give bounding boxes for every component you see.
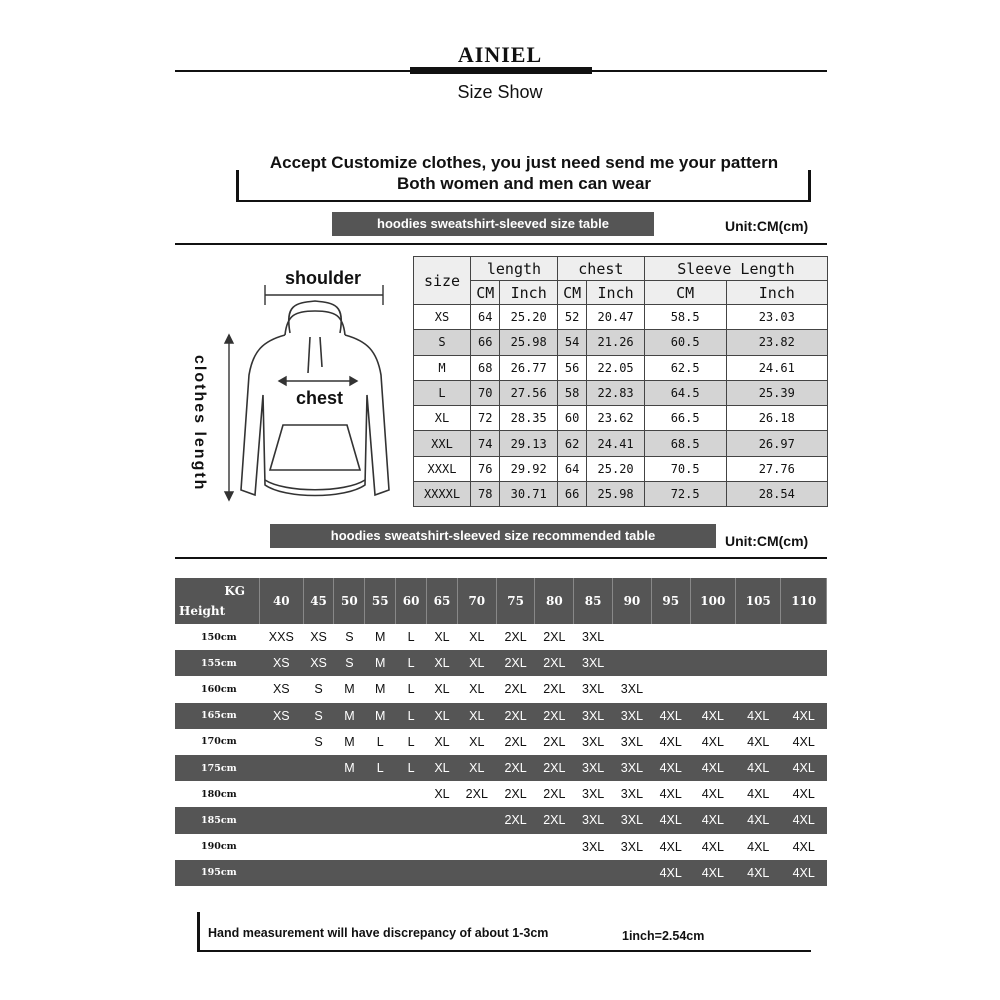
recommended-size-cell: 4XL — [651, 807, 690, 833]
recommended-size-cell: XL — [457, 703, 496, 729]
kg-height-corner — [175, 578, 260, 624]
size-row — [414, 355, 828, 380]
measurement-cell: 70 — [471, 380, 500, 405]
recommended-size-cell — [365, 781, 396, 807]
measurement-cell: 70.5 — [644, 456, 726, 481]
recommended-size-cell: L — [407, 630, 415, 645]
recommended-size-cell: 4XL — [651, 703, 690, 729]
measurement-cell: 62 — [557, 431, 586, 456]
recommended-size-cell: S — [334, 650, 365, 676]
size-row — [414, 330, 828, 355]
measurement-cell: 60 — [557, 406, 586, 431]
measurement-cell: 60.5 — [644, 330, 726, 355]
recommended-size-cell — [613, 624, 652, 650]
recommended-size-cell: XL — [457, 650, 496, 676]
kg-label: KG — [224, 584, 245, 598]
measurement-cell: 56 — [557, 355, 586, 380]
recommended-size-cell: 2XL — [543, 630, 566, 645]
measurement-cell: 29.13 — [500, 431, 557, 456]
height-cell: 150cm — [201, 631, 237, 643]
recommended-size-cell: S — [314, 682, 323, 697]
recommended-size-cell: 3XL — [613, 755, 652, 781]
measurement-cell: 72 — [471, 406, 500, 431]
recommended-size-cell: L — [407, 682, 415, 697]
recommended-size-cell: XS — [260, 703, 304, 729]
size-cell: L — [414, 380, 471, 405]
recommended-size-cell: 4XL — [701, 839, 724, 854]
recommended-size-cell — [334, 834, 365, 860]
weight-header: 90 — [613, 578, 652, 624]
recommended-size-cell: 4XL — [736, 860, 781, 886]
height-cell: 155cm — [175, 650, 260, 676]
recommended-size-cell: M — [365, 703, 396, 729]
recommended-size-cell: 3XL — [582, 839, 605, 854]
recommended-size-cell: XL — [434, 682, 450, 697]
size-cell: XXXXL — [414, 482, 471, 507]
recommended-size-cell: 4XL — [701, 734, 724, 749]
weight-header: 55 — [365, 578, 396, 624]
measurement-cell: 24.41 — [587, 431, 644, 456]
measurement-cell: 26.77 — [500, 355, 557, 380]
recommended-size-cell: 2XL — [543, 682, 566, 697]
recommended-size-cell — [396, 834, 427, 860]
measurement-note: Hand measurement will have discrepancy of about 1-3cm — [208, 926, 549, 940]
unit-header: CM — [471, 281, 500, 305]
recommended-size-cell — [303, 781, 334, 807]
recommended-size-cell — [736, 676, 781, 702]
recommended-size-cell — [651, 650, 690, 676]
unit-header: CM — [557, 281, 586, 305]
recommended-size-cell: 3XL — [613, 703, 652, 729]
recommended-size-cell: 2XL — [504, 630, 527, 645]
height-cell: 170cm — [201, 736, 237, 748]
recommended-size-cell: 3XL — [620, 839, 644, 854]
recommended-size-cell — [781, 676, 827, 702]
recommended-size-cell: 3XL — [620, 787, 644, 802]
measurement-cell: 66.5 — [644, 406, 726, 431]
size-row — [414, 431, 828, 456]
size-row — [414, 305, 828, 330]
recommended-size-cell: 4XL — [781, 807, 827, 833]
chest-group-header: chest — [557, 257, 644, 281]
measurement-cell: 76 — [471, 456, 500, 481]
recommended-size-cell: 4XL — [736, 755, 781, 781]
height-row — [175, 624, 827, 650]
section-rule-1 — [175, 243, 827, 245]
recommended-size-cell — [365, 834, 396, 860]
measurement-cell: 30.71 — [500, 482, 557, 507]
weight-header: 40 — [260, 578, 304, 624]
recommended-size-cell: S — [303, 703, 334, 729]
measurement-cell: 27.76 — [726, 456, 828, 481]
recommended-size-cell: M — [334, 703, 365, 729]
size-table-unit-row — [414, 281, 828, 305]
recommended-size-cell: 2XL — [535, 755, 574, 781]
recommended-size-cell: 2XL — [504, 734, 527, 749]
recommendation-table — [175, 578, 827, 886]
recommended-size-cell — [260, 834, 304, 860]
weight-header: 85 — [574, 578, 613, 624]
height-row — [175, 676, 827, 702]
recommended-size-cell: 3XL — [574, 650, 613, 676]
size-cell: XXXL — [414, 456, 471, 481]
recommended-size-cell: S — [314, 734, 323, 749]
recommended-size-cell: 2XL — [496, 755, 535, 781]
footer-bracket-left — [197, 912, 200, 952]
recommended-size-cell: 4XL — [747, 787, 770, 802]
height-cell: 185cm — [175, 807, 260, 833]
recommended-size-cell — [736, 624, 781, 650]
chest-label: chest — [296, 388, 344, 408]
recommended-size-cell — [260, 729, 304, 755]
recommended-size-cell: 4XL — [659, 734, 682, 749]
measurement-cell: 25.20 — [587, 456, 644, 481]
weight-header: 60 — [396, 578, 427, 624]
recommended-size-cell: 3XL — [620, 734, 644, 749]
recommended-size-cell: XL — [427, 703, 458, 729]
recommended-size-cell: L — [396, 755, 427, 781]
measurement-cell: 28.35 — [500, 406, 557, 431]
recommended-size-cell: 4XL — [781, 755, 827, 781]
size-table-title: hoodies sweatshirt-sleeved size table — [332, 212, 654, 236]
recommended-size-cell: 2XL — [543, 734, 566, 749]
recommended-size-cell — [496, 860, 535, 886]
weight-header: 100 — [690, 578, 735, 624]
unit-header: Inch — [500, 281, 557, 305]
measurement-cell: 74 — [471, 431, 500, 456]
measurement-cell: 28.54 — [726, 482, 828, 507]
height-row — [175, 755, 827, 781]
notice-text — [236, 152, 812, 194]
height-row — [175, 834, 827, 860]
rec-table-title: hoodies sweatshirt-sleeved size recommended table — [270, 524, 716, 548]
recommended-size-cell — [365, 807, 396, 833]
recommended-size-cell — [651, 676, 690, 702]
measurement-cell: 64 — [471, 305, 500, 330]
size-table — [413, 256, 828, 507]
recommended-size-cell: M — [344, 734, 355, 749]
recommended-size-cell: 4XL — [690, 807, 735, 833]
height-row — [175, 703, 827, 729]
recommended-size-cell: 4XL — [651, 755, 690, 781]
recommended-size-cell — [334, 807, 365, 833]
recommended-size-cell — [334, 860, 365, 886]
recommended-size-cell — [736, 650, 781, 676]
recommended-size-cell — [457, 807, 496, 833]
recommended-size-cell: XL — [434, 734, 450, 749]
recommended-size-cell — [303, 755, 334, 781]
measurement-cell: 78 — [471, 482, 500, 507]
recommended-size-cell — [690, 624, 735, 650]
height-cell: 180cm — [201, 788, 237, 800]
size-cell: XL — [414, 406, 471, 431]
recommended-size-cell: 3XL — [613, 807, 652, 833]
recommended-size-cell — [613, 650, 652, 676]
measurement-cell: 66 — [557, 482, 586, 507]
recommended-size-cell — [535, 860, 574, 886]
recommended-size-cell: 2XL — [543, 787, 566, 802]
hoodie-illustration — [215, 255, 415, 515]
recommended-size-cell: M — [344, 682, 355, 697]
measurement-cell: 27.56 — [500, 380, 557, 405]
recommended-size-cell: XL — [427, 755, 458, 781]
recommended-size-cell — [781, 650, 827, 676]
recommended-size-cell: 4XL — [651, 860, 690, 886]
recommended-size-cell: 2XL — [504, 682, 527, 697]
recommended-size-cell: 2XL — [465, 787, 488, 802]
recommended-size-cell: L — [376, 734, 384, 749]
notice-line-1: Accept Customize clothes, you just need send me your pattern — [269, 153, 779, 172]
recommended-size-cell: 4XL — [659, 839, 682, 854]
sleeve-group-header: Sleeve Length — [644, 257, 827, 281]
recommended-size-cell — [574, 860, 613, 886]
size-cell: M — [414, 355, 471, 380]
weight-header: 95 — [651, 578, 690, 624]
measurement-cell: 52 — [557, 305, 586, 330]
recommended-size-cell: XL — [434, 630, 450, 645]
recommended-size-cell: 3XL — [582, 630, 605, 645]
weight-header: 50 — [334, 578, 365, 624]
recommended-size-cell: 3XL — [582, 787, 605, 802]
header-rule-thick — [410, 67, 592, 74]
weight-header: 75 — [496, 578, 535, 624]
measurement-cell: 25.39 — [726, 380, 828, 405]
recommended-size-cell — [535, 834, 574, 860]
measurement-cell: 68 — [471, 355, 500, 380]
size-cell: S — [414, 330, 471, 355]
measurement-cell: 23.03 — [726, 305, 828, 330]
height-row — [175, 807, 827, 833]
weight-header: 80 — [535, 578, 574, 624]
measurement-cell: 72.5 — [644, 482, 726, 507]
measurement-cell: 20.47 — [587, 305, 644, 330]
weight-header: 110 — [781, 578, 827, 624]
size-cell: XXL — [414, 431, 471, 456]
measurement-cell: 25.20 — [500, 305, 557, 330]
measurement-cell: 29.92 — [500, 456, 557, 481]
measurement-cell: 26.18 — [726, 406, 828, 431]
measurement-cell: 64 — [557, 456, 586, 481]
rec-table-header-row — [175, 578, 827, 624]
recommended-size-cell: M — [365, 650, 396, 676]
recommended-size-cell — [303, 860, 334, 886]
size-cell: XS — [414, 305, 471, 330]
height-row — [175, 860, 827, 886]
weight-header: 105 — [736, 578, 781, 624]
recommended-size-cell: 3XL — [574, 755, 613, 781]
measurement-cell: 58 — [557, 380, 586, 405]
recommended-size-cell: 2XL — [535, 703, 574, 729]
recommended-size-cell: 2XL — [504, 787, 527, 802]
measurement-cell: 64.5 — [644, 380, 726, 405]
measurement-cell: 24.61 — [726, 355, 828, 380]
section-rule-2 — [175, 557, 827, 559]
measurement-cell: 68.5 — [644, 431, 726, 456]
measurement-cell: 22.05 — [587, 355, 644, 380]
measurement-cell: 58.5 — [644, 305, 726, 330]
footer-underline — [197, 950, 811, 952]
recommended-size-cell: 4XL — [690, 755, 735, 781]
measurement-cell: 26.97 — [726, 431, 828, 456]
recommended-size-cell: 4XL — [792, 734, 815, 749]
recommended-size-cell: XXS — [268, 630, 294, 645]
recommended-size-cell — [690, 650, 735, 676]
recommended-size-cell: XL — [469, 630, 485, 645]
recommended-size-cell — [396, 807, 427, 833]
unit-header: Inch — [587, 281, 644, 305]
measurement-cell: 54 — [557, 330, 586, 355]
recommended-size-cell: 4XL — [781, 860, 827, 886]
recommended-size-cell: 4XL — [792, 787, 815, 802]
weight-header: 45 — [303, 578, 334, 624]
notice-underline — [236, 200, 811, 202]
recommended-size-cell: 4XL — [659, 787, 682, 802]
recommended-size-cell: L — [407, 734, 415, 749]
recommended-size-cell: XL — [469, 682, 485, 697]
recommended-size-cell: 4XL — [690, 860, 735, 886]
recommended-size-cell: 2XL — [535, 650, 574, 676]
brand-title: AINIEL — [457, 42, 543, 67]
size-row — [414, 482, 828, 507]
size-row — [414, 456, 828, 481]
recommended-size-cell — [427, 807, 458, 833]
size-header-cell: size — [414, 257, 471, 305]
inch-conversion: 1inch=2.54cm — [622, 929, 705, 943]
recommended-size-cell: M — [375, 682, 386, 697]
recommended-size-cell: XL — [469, 734, 485, 749]
recommended-size-cell — [781, 624, 827, 650]
recommended-size-cell — [260, 755, 304, 781]
recommended-size-cell: 3XL — [582, 682, 605, 697]
measurement-cell: 66 — [471, 330, 500, 355]
recommended-size-cell: XL — [434, 787, 450, 802]
height-row — [175, 650, 827, 676]
recommended-size-cell: XS — [303, 650, 334, 676]
recommended-size-cell — [457, 860, 496, 886]
height-row — [175, 729, 827, 755]
recommended-size-cell: L — [365, 755, 396, 781]
recommended-size-cell: 4XL — [792, 839, 815, 854]
recommended-size-cell: M — [375, 630, 386, 645]
recommended-size-cell: 4XL — [736, 703, 781, 729]
recommended-size-cell: 4XL — [690, 703, 735, 729]
recommended-size-cell: 3XL — [574, 703, 613, 729]
measurement-cell: 21.26 — [587, 330, 644, 355]
recommended-size-cell — [496, 834, 535, 860]
recommended-size-cell: L — [396, 703, 427, 729]
unit-header: Inch — [726, 281, 828, 305]
recommended-size-cell — [260, 807, 304, 833]
recommended-size-cell: XL — [427, 650, 458, 676]
measurement-cell: 23.62 — [587, 406, 644, 431]
recommended-size-cell: XL — [457, 755, 496, 781]
recommended-size-cell: 2XL — [496, 650, 535, 676]
recommended-size-cell: 4XL — [701, 787, 724, 802]
recommended-size-cell: 3XL — [574, 807, 613, 833]
recommended-size-cell — [260, 860, 304, 886]
recommended-size-cell — [334, 781, 365, 807]
recommended-size-cell — [457, 834, 496, 860]
recommended-size-cell — [651, 624, 690, 650]
height-cell: 195cm — [175, 860, 260, 886]
height-cell: 175cm — [175, 755, 260, 781]
clothes-length-label: clothes length — [191, 355, 208, 492]
recommended-size-cell — [427, 834, 458, 860]
recommended-size-cell — [396, 860, 427, 886]
recommended-size-cell — [690, 676, 735, 702]
size-row — [414, 406, 828, 431]
recommended-size-cell — [365, 860, 396, 886]
recommended-size-cell — [427, 860, 458, 886]
recommended-size-cell: XS — [310, 630, 327, 645]
recommended-size-cell — [303, 834, 334, 860]
recommended-size-cell: XS — [272, 682, 290, 697]
recommended-size-cell: 2XL — [496, 703, 535, 729]
recommended-size-cell: 3XL — [620, 682, 644, 697]
unit-header: CM — [644, 281, 726, 305]
recommended-size-cell: 4XL — [781, 703, 827, 729]
size-table-header-row — [414, 257, 828, 281]
recommended-size-cell: S — [345, 630, 354, 645]
weight-header: 65 — [427, 578, 458, 624]
recommended-size-cell: 4XL — [747, 839, 770, 854]
length-group-header: length — [471, 257, 558, 281]
measurement-cell: 23.82 — [726, 330, 828, 355]
recommended-size-cell — [260, 781, 304, 807]
height-cell: 160cm — [201, 683, 237, 695]
recommended-size-cell — [396, 781, 427, 807]
height-cell: 190cm — [201, 841, 237, 853]
rec-unit-label: Unit:CM(cm) — [725, 533, 809, 549]
recommended-size-cell: XS — [260, 650, 304, 676]
recommended-size-cell: 4XL — [747, 734, 770, 749]
measurement-cell: 25.98 — [587, 482, 644, 507]
recommended-size-cell: 2XL — [496, 807, 535, 833]
recommended-size-cell — [303, 807, 334, 833]
recommended-size-cell: 3XL — [582, 734, 605, 749]
measurement-cell: 25.98 — [500, 330, 557, 355]
height-row — [175, 781, 827, 807]
height-cell: 165cm — [175, 703, 260, 729]
weight-header: 70 — [457, 578, 496, 624]
shoulder-label: shoulder — [285, 268, 362, 288]
recommended-size-cell: M — [334, 755, 365, 781]
size-unit-label: Unit:CM(cm) — [725, 218, 809, 234]
recommended-size-cell: 4XL — [736, 807, 781, 833]
size-show-subtitle: Size Show — [457, 82, 543, 102]
recommended-size-cell: 2XL — [535, 807, 574, 833]
measurement-cell: 62.5 — [644, 355, 726, 380]
recommended-size-cell: L — [396, 650, 427, 676]
notice-line-2: Both women and men can wear — [396, 174, 652, 193]
height-label: Height — [179, 604, 226, 618]
size-row — [414, 380, 828, 405]
recommended-size-cell — [613, 860, 652, 886]
measurement-cell: 22.83 — [587, 380, 644, 405]
